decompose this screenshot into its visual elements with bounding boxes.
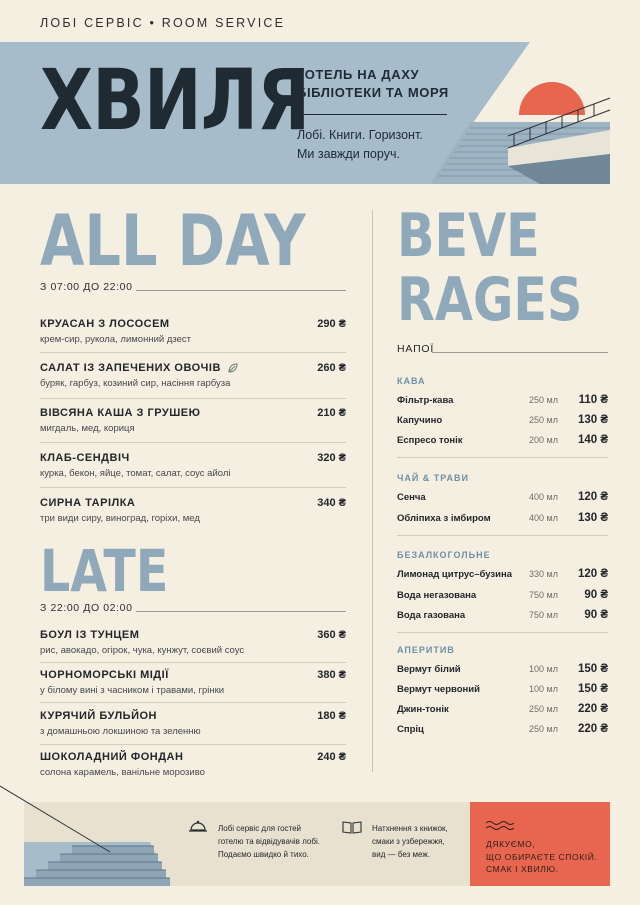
item-divider bbox=[40, 487, 346, 488]
motto-line-2: Ми завжди поруч. bbox=[297, 147, 400, 161]
beverages-title-1: BEVE bbox=[397, 201, 540, 271]
item-desc: буряк, гарбуз, козиний сир, насіння гарбуза bbox=[40, 378, 231, 389]
item-name: КЛАБ-СЕНДВІЧ bbox=[40, 452, 130, 464]
beverages-subtitle-divider bbox=[432, 352, 608, 353]
drink-volume: 250 мл bbox=[529, 704, 558, 714]
drink-volume: 200 мл bbox=[529, 435, 558, 445]
drink-volume: 750 мл bbox=[529, 590, 558, 600]
item-desc: крем-сир, рукола, лимонний дзест bbox=[40, 334, 191, 345]
item-divider bbox=[40, 442, 346, 443]
thanks-line-2: ЩО ОБИРАЄТЕ СПОКІЙ. bbox=[486, 851, 598, 862]
drink-price: 120 ₴ bbox=[577, 568, 608, 580]
drink-category: БЕЗАЛКОГОЛЬНЕ bbox=[397, 550, 491, 560]
drink-row bbox=[397, 704, 608, 715]
drink-volume: 100 мл bbox=[529, 684, 558, 694]
drink-row bbox=[397, 415, 608, 426]
drink-name: Джин-тонік bbox=[397, 704, 449, 715]
drink-name: Вода газована bbox=[397, 610, 466, 621]
item-price: 340 ₴ bbox=[317, 497, 346, 509]
late-title: LATE bbox=[40, 537, 169, 605]
item-name: ШОКОЛАДНИЙ ФОНДАН bbox=[40, 751, 184, 763]
drink-name: Еспресо тонік bbox=[397, 435, 463, 446]
drink-name: Спріц bbox=[397, 724, 424, 735]
item-name: БОУЛ ІЗ ТУНЦЕМ bbox=[40, 629, 140, 641]
drink-price: 110 ₴ bbox=[578, 394, 608, 406]
drink-price: 130 ₴ bbox=[577, 512, 608, 524]
brand-logo: ХВИЛЯ bbox=[40, 51, 310, 149]
menu-item bbox=[40, 751, 346, 778]
thanks-line-1: ДЯКУЄМО, bbox=[486, 839, 536, 849]
wave-icon bbox=[486, 820, 514, 830]
drink-volume: 750 мл bbox=[529, 610, 558, 620]
item-price: 210 ₴ bbox=[317, 407, 346, 419]
drink-name: Лимонад цитрус–бузина bbox=[397, 569, 513, 580]
hotel-motto bbox=[297, 126, 423, 164]
menu-item bbox=[40, 362, 346, 389]
drink-volume: 330 мл bbox=[529, 569, 558, 579]
drink-name: Обліпиха з імбиром bbox=[397, 513, 491, 524]
item-divider bbox=[40, 744, 346, 745]
drink-row bbox=[397, 395, 608, 406]
category-divider bbox=[397, 457, 608, 458]
thanks-line-3: СМАК І ХВИЛЮ. bbox=[486, 864, 559, 874]
drink-price: 130 ₴ bbox=[577, 414, 608, 426]
item-desc: рис, авокадо, огірок, чука, кунжут, соєвий соус bbox=[40, 645, 245, 656]
late-time: З 22:00 ДО 02:00 bbox=[40, 602, 133, 614]
book-icon bbox=[342, 820, 362, 834]
menu-item bbox=[40, 497, 346, 524]
stairs-illustration bbox=[0, 782, 170, 886]
item-desc: мигдаль, мед, кориця bbox=[40, 423, 135, 434]
drink-row bbox=[397, 684, 608, 695]
item-desc: три види сиру, виноград, горіхи, мед bbox=[40, 513, 200, 524]
menu-item bbox=[40, 710, 346, 737]
service-note bbox=[218, 822, 320, 861]
item-divider bbox=[40, 352, 346, 353]
motto-line-1: Лобі. Книги. Горизонт. bbox=[297, 128, 423, 142]
item-divider bbox=[40, 702, 346, 703]
drink-name: Фільтр-кава bbox=[397, 395, 454, 406]
cloche-icon bbox=[188, 818, 208, 834]
drink-name: Вода негазована bbox=[397, 590, 477, 601]
drink-row bbox=[397, 492, 608, 503]
service-line-1: Лобі сервіс для гостей bbox=[218, 824, 302, 833]
item-price: 180 ₴ bbox=[317, 710, 346, 722]
item-desc: солона карамель, ванільне морозиво bbox=[40, 767, 205, 778]
drink-price: 150 ₴ bbox=[577, 663, 608, 675]
drink-price: 220 ₴ bbox=[577, 703, 608, 715]
drink-category: КАВА bbox=[397, 376, 426, 386]
item-price: 290 ₴ bbox=[317, 318, 346, 330]
item-divider bbox=[40, 662, 346, 663]
beverages-subtitle: НАПОЇ bbox=[397, 343, 435, 355]
item-price: 260 ₴ bbox=[317, 362, 346, 374]
menu-item bbox=[40, 452, 346, 479]
thanks-text bbox=[486, 838, 597, 876]
item-desc: з домашньою локшиною та зеленню bbox=[40, 726, 201, 737]
item-name: СИРНА ТАРІЛКА bbox=[40, 497, 136, 509]
menu-item bbox=[40, 407, 346, 434]
drink-row bbox=[397, 513, 608, 524]
drink-volume: 250 мл bbox=[529, 415, 558, 425]
item-name: КРУАСАН З ЛОСОСЕМ bbox=[40, 318, 170, 330]
drink-volume: 100 мл bbox=[529, 664, 558, 674]
books-line-1: Натхнення з книжок, bbox=[372, 824, 448, 833]
drink-price: 140 ₴ bbox=[577, 434, 608, 446]
tagline-line-1: ГОТЕЛЬ НА ДАХУ bbox=[297, 67, 420, 82]
item-desc: курка, бекон, яйце, томат, салат, соус айолі bbox=[40, 468, 231, 479]
item-price: 320 ₴ bbox=[317, 452, 346, 464]
all-day-time-divider bbox=[136, 290, 346, 291]
all-day-title: ALL DAY bbox=[40, 200, 306, 282]
drink-row bbox=[397, 724, 608, 735]
service-line-3: Подаємо швидко й тихо. bbox=[218, 850, 309, 859]
column-divider bbox=[372, 210, 373, 772]
tagline-divider bbox=[297, 114, 447, 115]
late-time-divider bbox=[136, 611, 346, 612]
books-note bbox=[372, 822, 448, 861]
item-desc: у білому вині з часником і травами, грінки bbox=[40, 685, 225, 696]
category-divider bbox=[397, 632, 608, 633]
item-name: КУРЯЧИЙ БУЛЬЙОН bbox=[40, 710, 157, 722]
books-line-3: вид — без меж. bbox=[372, 850, 430, 859]
beverages-title-2: RAGES bbox=[397, 265, 583, 335]
all-day-time: З 07:00 ДО 22:00 bbox=[40, 281, 133, 293]
drink-volume: 250 мл bbox=[529, 395, 558, 405]
item-price: 380 ₴ bbox=[317, 669, 346, 681]
menu-item bbox=[40, 669, 346, 696]
item-price: 240 ₴ bbox=[317, 751, 346, 763]
drink-volume: 250 мл bbox=[529, 724, 558, 734]
drink-row bbox=[397, 664, 608, 675]
menu-item bbox=[40, 318, 346, 345]
drink-price: 90 ₴ bbox=[584, 609, 608, 621]
item-name: САЛАТ ІЗ ЗАПЕЧЕНИХ ОВОЧІВ bbox=[40, 362, 221, 374]
drink-category: ЧАЙ & ТРАВИ bbox=[397, 473, 469, 483]
drink-price: 220 ₴ bbox=[577, 723, 608, 735]
service-line-2: готелю та відвідувачів лобі. bbox=[218, 837, 320, 846]
item-name: ВІВСЯНА КАША З ГРУШЕЮ bbox=[40, 407, 201, 419]
drink-row bbox=[397, 569, 608, 580]
drink-volume: 400 мл bbox=[529, 492, 558, 502]
item-price: 360 ₴ bbox=[317, 629, 346, 641]
item-name-row bbox=[40, 362, 346, 374]
menu-item bbox=[40, 629, 346, 656]
drink-row bbox=[397, 435, 608, 446]
category-divider bbox=[397, 535, 608, 536]
drink-row bbox=[397, 610, 608, 621]
item-divider bbox=[40, 398, 346, 399]
topline: ЛОБІ СЕРВІС • ROOM SERVICE bbox=[40, 16, 286, 30]
drink-name: Вермут білий bbox=[397, 664, 461, 675]
item-name: ЧОРНОМОРСЬКІ МІДІЇ bbox=[40, 669, 169, 681]
hotel-tagline bbox=[297, 66, 449, 102]
drink-row bbox=[397, 590, 608, 601]
drink-name: Вермут червоний bbox=[397, 684, 480, 695]
books-line-2: смаки з узбережжя, bbox=[372, 837, 445, 846]
leaf-icon bbox=[227, 362, 239, 374]
drink-name: Капучино bbox=[397, 415, 443, 426]
drink-name: Сенча bbox=[397, 492, 426, 503]
drink-price: 120 ₴ bbox=[577, 491, 608, 503]
drink-volume: 400 мл bbox=[529, 513, 558, 523]
drink-price: 150 ₴ bbox=[577, 683, 608, 695]
drink-category: АПЕРИТИВ bbox=[397, 645, 455, 655]
tagline-line-2: БІБЛІОТЕКИ ТА МОРЯ bbox=[297, 85, 449, 100]
drink-price: 90 ₴ bbox=[584, 589, 608, 601]
